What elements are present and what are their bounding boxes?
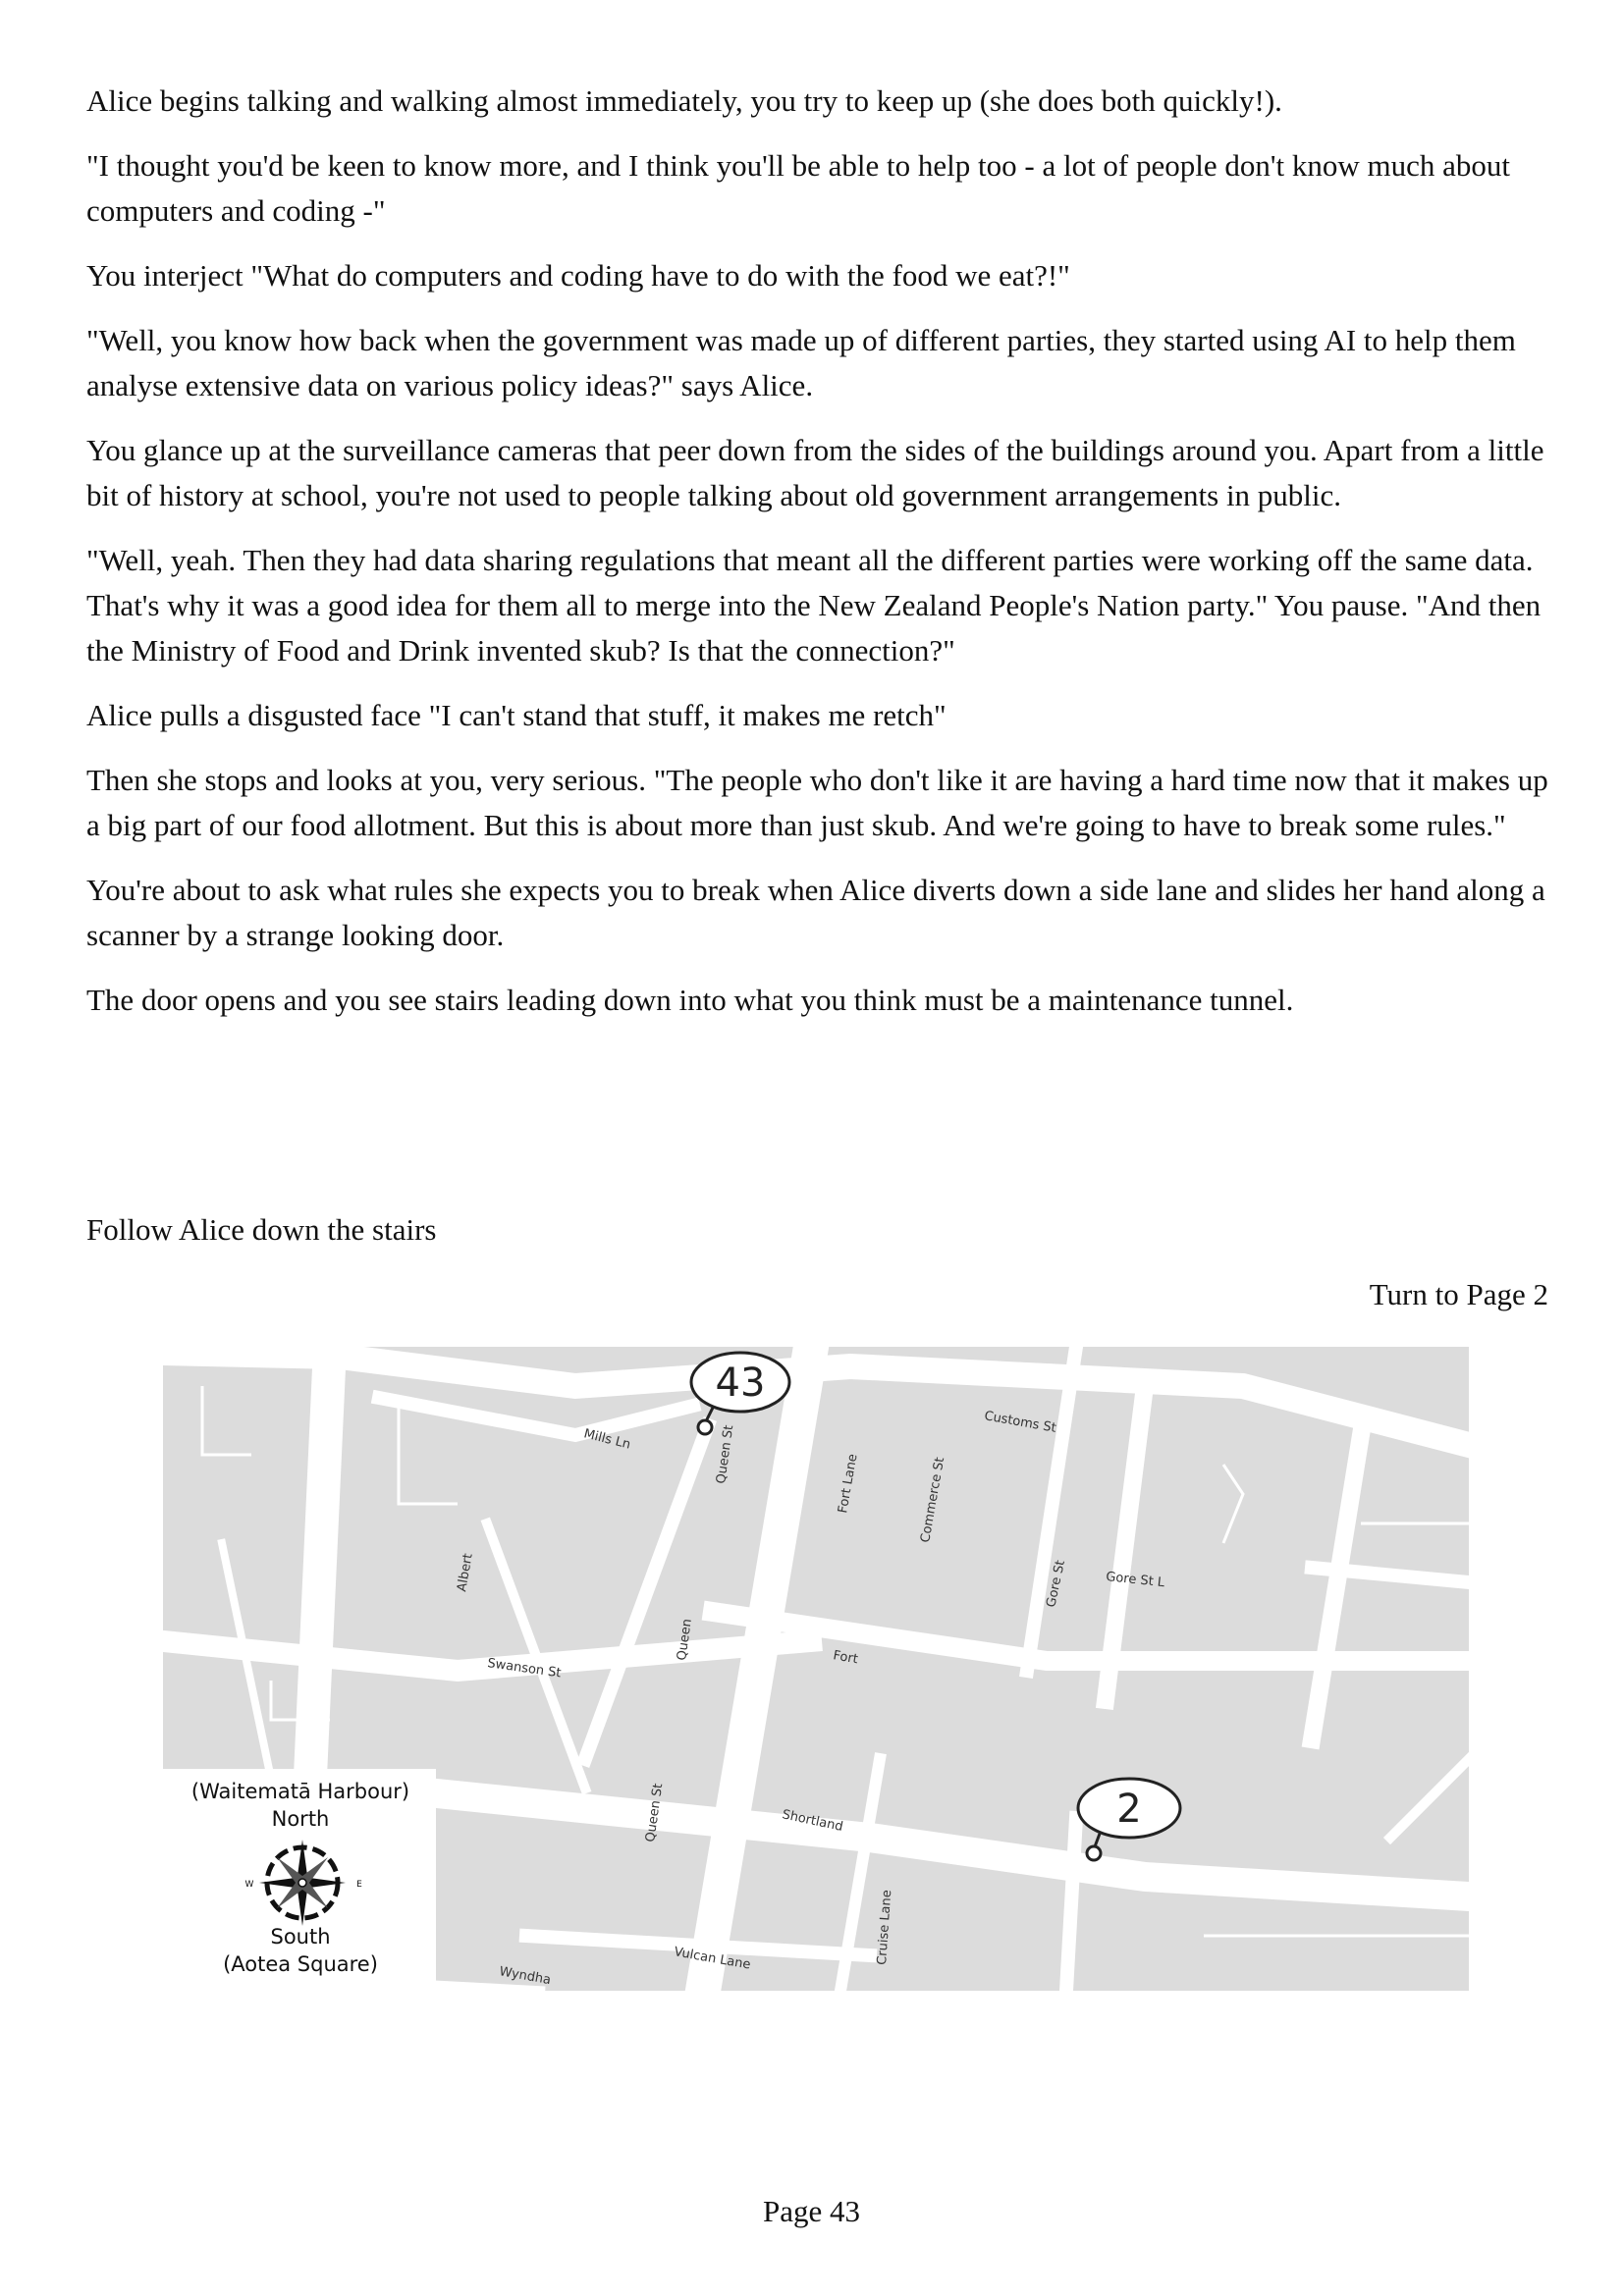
story-text xyxy=(86,79,1549,1042)
marker-label-current: 43 xyxy=(715,1361,766,1406)
compass-south-label: South xyxy=(270,1925,331,1949)
page-number: Page 43 xyxy=(762,2194,860,2228)
turn-to-page-link[interactable]: Turn to Page 2 xyxy=(1369,1277,1548,1311)
street-map xyxy=(163,1347,1469,1991)
street-label-gore-st-l: Gore St L xyxy=(1105,1570,1165,1591)
choice-text: Follow Alice down the stairs xyxy=(86,1212,437,1247)
street-label-commerce-st: Commerce St xyxy=(918,1456,948,1544)
street-label-cruise-lane: Cruise Lane xyxy=(875,1889,895,1966)
street-label-queen-st-bottom: Queen St xyxy=(643,1782,667,1843)
street-label-queen: Queen xyxy=(675,1618,695,1662)
story-paragraph: Then she stops and looks at you, very serious. "The people who don't like it are having a hard time now that it makes up a big part of our food allotment. But this is about more than just skub. And we're going to have to break some rules." xyxy=(86,763,1548,842)
compass-north-label: North xyxy=(271,1807,330,1831)
pin-icon xyxy=(698,1420,712,1434)
story-paragraph: "Well, you know how back when the government was made up of different parties, they started using AI to help them analyse extensive data on various policy ideas?" says Alice. xyxy=(86,323,1516,402)
street-label-albert: Albert xyxy=(455,1552,476,1593)
compass-top-note: (Waitematā Harbour) xyxy=(190,1780,410,1803)
street-label-vulcan-lane: Vulcan Lane xyxy=(673,1945,752,1973)
compass-west-label: W xyxy=(244,1880,254,1890)
marker-label-next: 2 xyxy=(1116,1787,1142,1832)
street-label-customs-st: Customs St xyxy=(983,1409,1057,1436)
story-paragraph: You're about to ask what rules she expects you to break when Alice diverts down a side lane and slides her hand along a scanner by a strange looking door. xyxy=(86,873,1545,952)
story-paragraph: "I thought you'd be keen to know more, and I think you'll be able to help too - a lot of people don't know much about computers and coding -" xyxy=(86,148,1510,228)
street-label-fort: Fort xyxy=(832,1648,859,1668)
compass-bottom-note: (Aotea Square) xyxy=(223,1952,378,1976)
story-paragraph: You interject "What do computers and coding have to do with the food we eat?!" xyxy=(86,258,1070,293)
street-label-swanson-st: Swanson St xyxy=(486,1656,563,1682)
story-paragraph: You glance up at the surveillance cameras that peer down from the sides of the buildings around you. Apart from a little bit of history at school, you're not used to people talking about old government arrangements in public. xyxy=(86,433,1544,512)
story-paragraph: Alice pulls a disgusted face "I can't stand that stuff, it makes me retch" xyxy=(86,698,947,732)
street-label-shortland: Shortland xyxy=(781,1807,844,1836)
compass-east-label: E xyxy=(356,1880,362,1890)
street-label-fort-lane: Fort Lane xyxy=(836,1453,861,1515)
story-paragraph: The door opens and you see stairs leading down into what you think must be a maintenance tunnel. xyxy=(86,983,1294,1017)
story-paragraph: Alice begins talking and walking almost immediately, you try to keep up (she does both quickly!). xyxy=(86,83,1282,118)
compass-panel xyxy=(163,1769,436,1991)
street-label-queen-st-top: Queen St xyxy=(714,1423,737,1485)
street-label-wyndham: Wyndha xyxy=(498,1964,553,1989)
street-label-mills-ln: Mills Ln xyxy=(582,1426,632,1453)
story-paragraph: "Well, yeah. Then they had data sharing regulations that meant all the different parties were working off the same data. That's why it was a good idea for them all to merge into the New Zealand People's Nation party." You pause. "And then the Ministry of Food and Drink invented skub? Is that the connection?" xyxy=(86,543,1542,667)
pin-icon xyxy=(1087,1846,1101,1860)
street-label-gore-st: Gore St xyxy=(1044,1559,1069,1609)
